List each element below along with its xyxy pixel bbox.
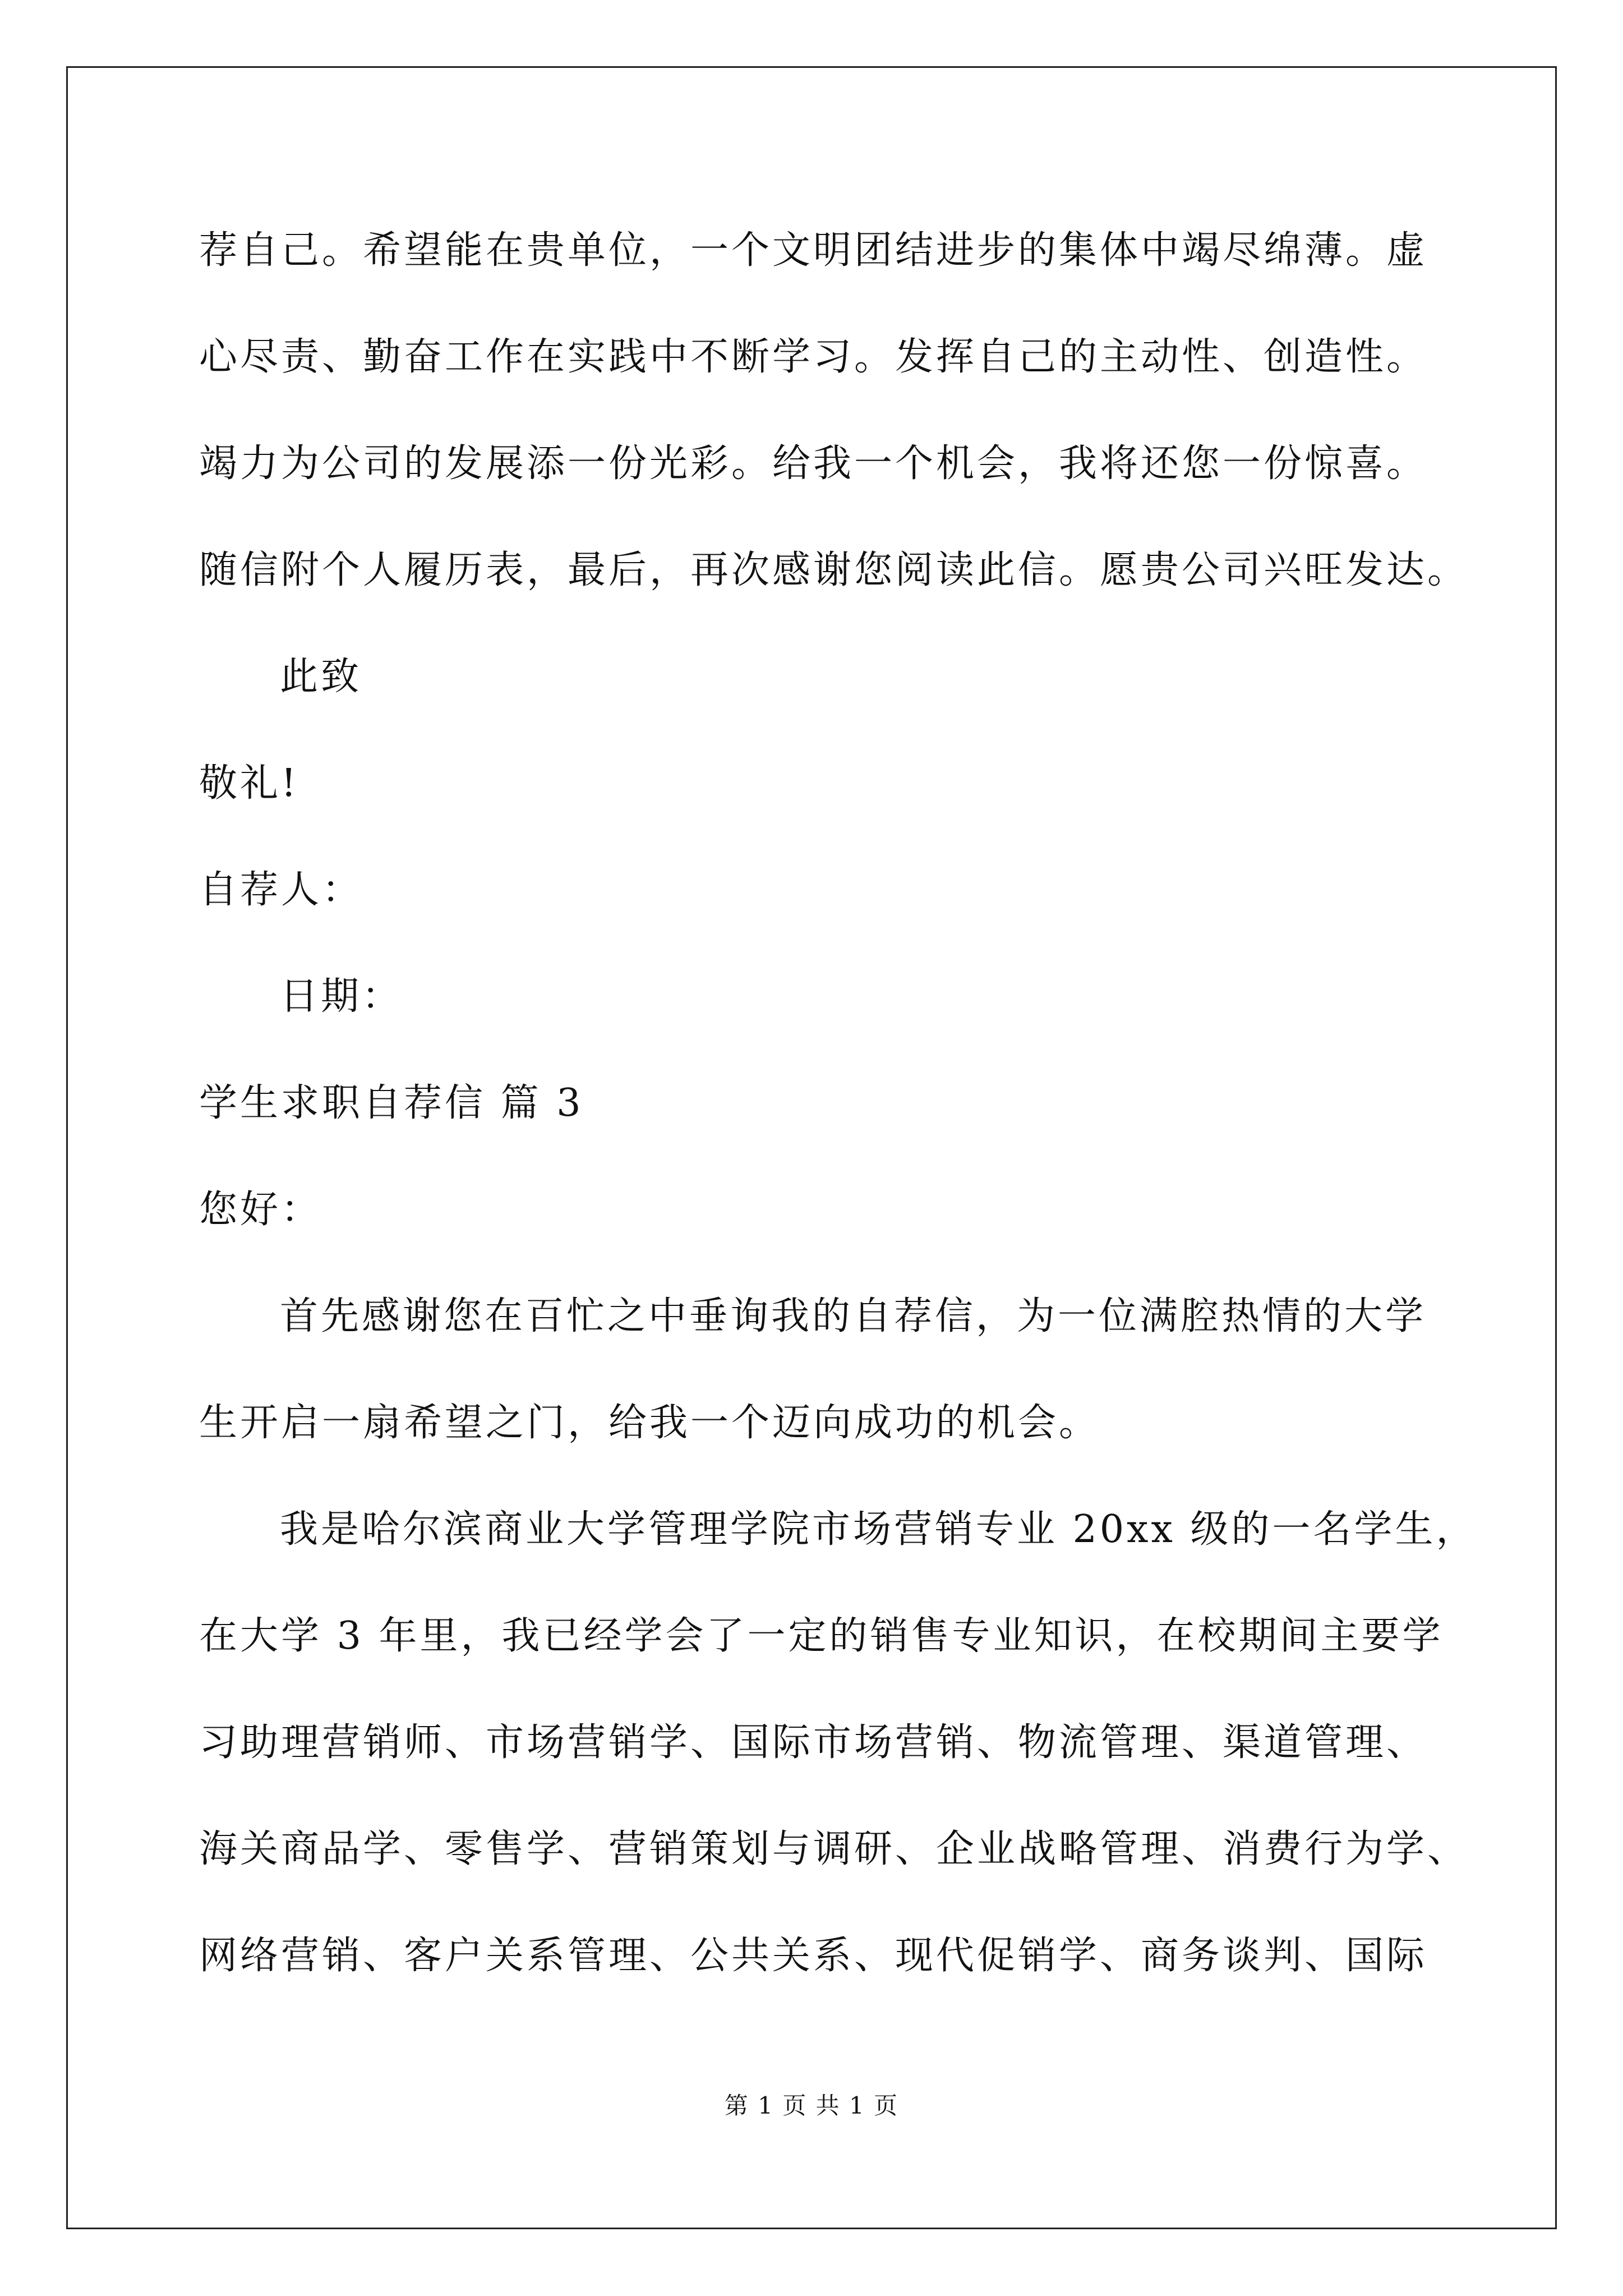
- text-line: 荐自己。希望能在贵单位，一个文明团结进步的集体中竭尽绵薄。虚: [199, 228, 1428, 273]
- page-footer: 第 1 页 共 1 页: [724, 2092, 899, 2119]
- signature-label: 自荐人：: [199, 868, 363, 912]
- text-line: 心尽责、勤奋工作在实践中不断学习。发挥自己的主动性、创造性。: [199, 335, 1428, 379]
- text-line: 首先感谢您在百忙之中垂询我的自荐信，为一位满腔热情的大学: [280, 1294, 1427, 1338]
- closing-salutation: 此致: [280, 655, 362, 699]
- date-label: 日期：: [280, 974, 403, 1019]
- text-line: 随信附个人履历表，最后，再次感谢您阅读此信。愿贵公司兴旺发达。: [199, 548, 1469, 592]
- text-line: 在大学 3 年里，我已经学会了一定的销售专业知识，在校期间主要学: [199, 1614, 1444, 1658]
- section-title: 学生求职自荐信 篇 3: [199, 1081, 584, 1125]
- text-line: 网络营销、客户关系管理、公共关系、现代促销学、商务谈判、国际: [199, 1934, 1428, 1978]
- text-line: 生开启一扇希望之门，给我一个迈向成功的机会。: [199, 1401, 1100, 1445]
- text-line: 习助理营销师、市场营销学、国际市场营销、物流管理、渠道管理、: [199, 1720, 1428, 1765]
- closing-regards: 敬礼!: [199, 761, 299, 806]
- text-line: 我是哈尔滨商业大学管理学院市场营销专业 20xx 级的一名学生，: [280, 1507, 1477, 1552]
- text-line: 海关商品学、零售学、营销策划与调研、企业战略管理、消费行为学、: [199, 1827, 1469, 1871]
- greeting: 您好：: [199, 1188, 322, 1232]
- page-border: [66, 66, 1557, 2229]
- text-line: 竭力为公司的发展添一份光彩。给我一个机会，我将还您一份惊喜。: [199, 441, 1428, 486]
